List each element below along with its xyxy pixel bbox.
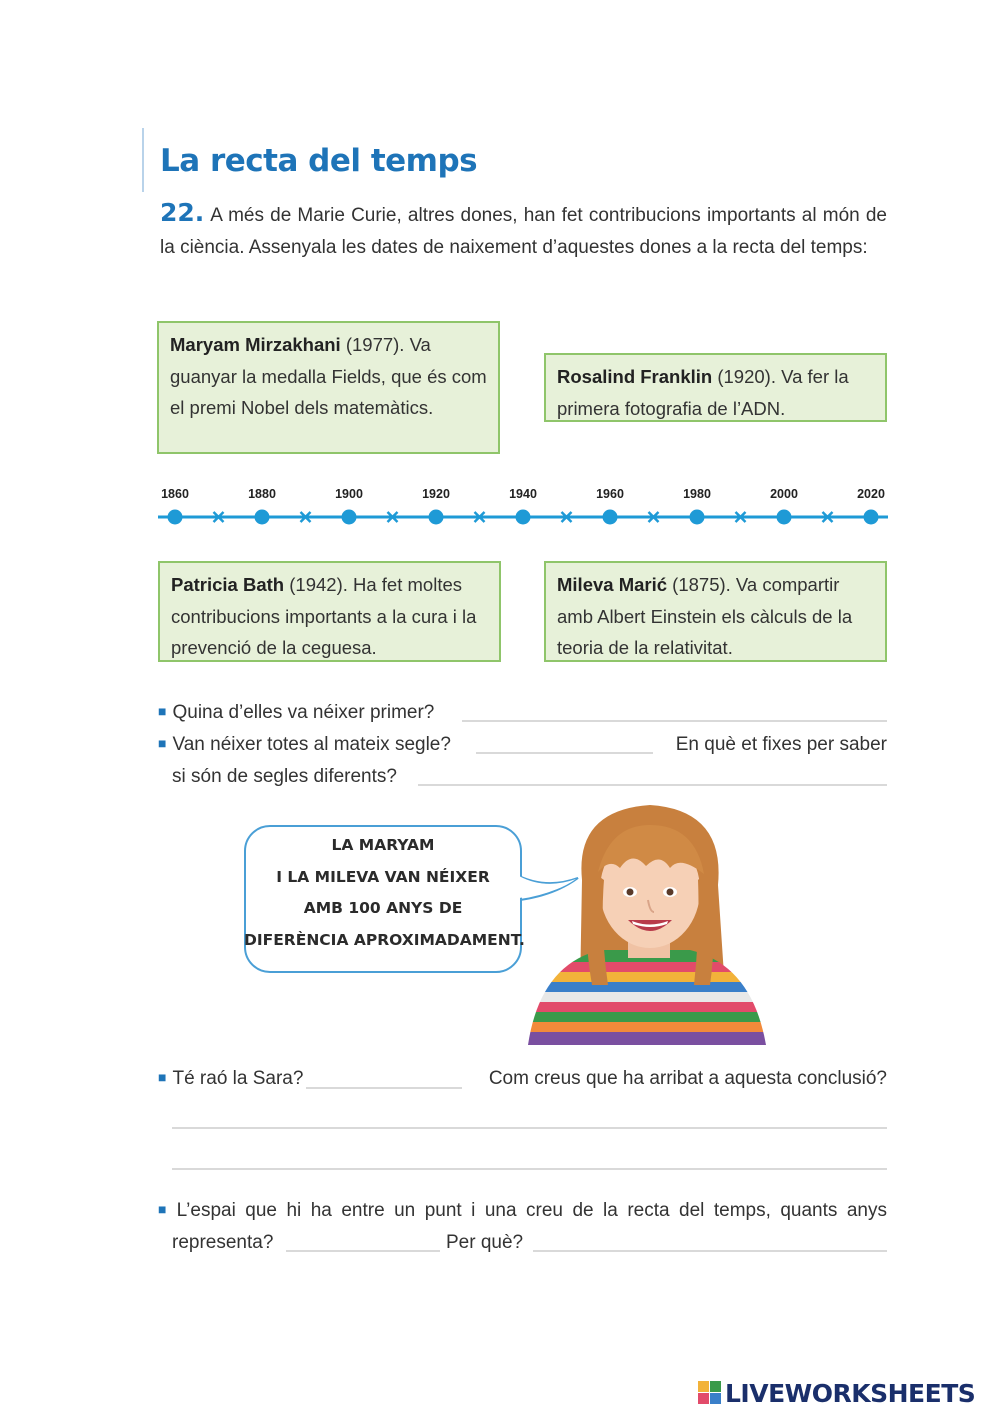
- girl-illustration: [520, 800, 770, 1045]
- question-3a: ■ Té raó la Sara?: [158, 1068, 304, 1089]
- card-mileva-text: (1875). Va compartir amb Albert Einstein els càlculs de la teoria de la relativitat.: [557, 574, 853, 658]
- question-2c: si són de segles diferents?: [172, 766, 397, 787]
- page-title: La recta del temps: [160, 143, 478, 179]
- question-3b: Com creus que ha arribat a aquesta conclusió?: [488, 1068, 887, 1089]
- answer-line-q3b-1[interactable]: [172, 1127, 887, 1129]
- bullet-icon: ■: [158, 735, 167, 751]
- question-2b: En què et fixes per saber: [675, 734, 887, 755]
- answer-line-q3a[interactable]: [306, 1087, 462, 1089]
- card-mileva-name: Mileva Marić: [557, 574, 668, 595]
- timeline-label-1900: 1900: [335, 487, 363, 501]
- card-patricia-text: (1942). Ha fet moltes contribucions importants a la cura i la prevenció de la ceguesa.: [171, 574, 477, 658]
- bullet-icon: ■: [158, 1069, 167, 1085]
- timeline-label-2000: 2000: [770, 487, 798, 501]
- card-patricia-name: Patricia Bath: [171, 574, 285, 595]
- question-4a: ■ L’espai que hi ha entre un punt i una creu de la recta del temps, quants anys: [158, 1200, 887, 1221]
- timeline-label-1920: 1920: [422, 487, 450, 501]
- answer-line-q3b-2[interactable]: [172, 1168, 887, 1170]
- timeline-label-1940: 1940: [509, 487, 537, 501]
- liveworksheets-logo: [698, 1377, 975, 1409]
- answer-line-q4b[interactable]: [286, 1250, 440, 1252]
- card-maryam-text: (1977). Va guanyar la medalla Fields, que és com el premi Nobel dels matemàtics.: [170, 334, 487, 418]
- exercise-number: 22.: [160, 198, 205, 227]
- timeline-label-1860: 1860: [161, 487, 189, 501]
- bullet-icon: ■: [158, 1201, 171, 1217]
- timeline-label-1960: 1960: [596, 487, 624, 501]
- bullet-icon: ■: [158, 703, 167, 719]
- timeline-label-1880: 1880: [248, 487, 276, 501]
- exercise-text: A més de Marie Curie, altres dones, han fet contribucions importants al món de la ciència. Assenyala les dates de naixement d’aquestes dones a la recta del temps:: [160, 205, 887, 258]
- question-4c: Per què?: [446, 1232, 524, 1253]
- card-rosalind-text: (1920). Va fer la primera fotografia de l’ADN.: [557, 366, 849, 419]
- timeline-label-1980: 1980: [683, 487, 711, 501]
- timeline-label-2020: 2020: [857, 487, 885, 501]
- question-1: ■ Quina d’elles va néixer primer?: [158, 702, 435, 723]
- liveworksheets-logo-text: LIVEWORKSHEETS: [725, 1378, 976, 1408]
- speech-text: LA MARYAM I LA MILEVA VAN NÉIXER AMB 100 ANYS DE DIFERÈNCIA APROXIMADAMENT.: [244, 836, 525, 949]
- question-2a: ■ Van néixer totes al mateix segle?: [158, 734, 451, 755]
- question-4b: representa?: [172, 1232, 274, 1253]
- card-rosalind-name: Rosalind Franklin: [557, 366, 713, 387]
- answer-line-q4c[interactable]: [533, 1250, 887, 1252]
- liveworksheets-logo-icon: [698, 1381, 722, 1405]
- card-maryam-name: Maryam Mirzakhani: [170, 334, 341, 355]
